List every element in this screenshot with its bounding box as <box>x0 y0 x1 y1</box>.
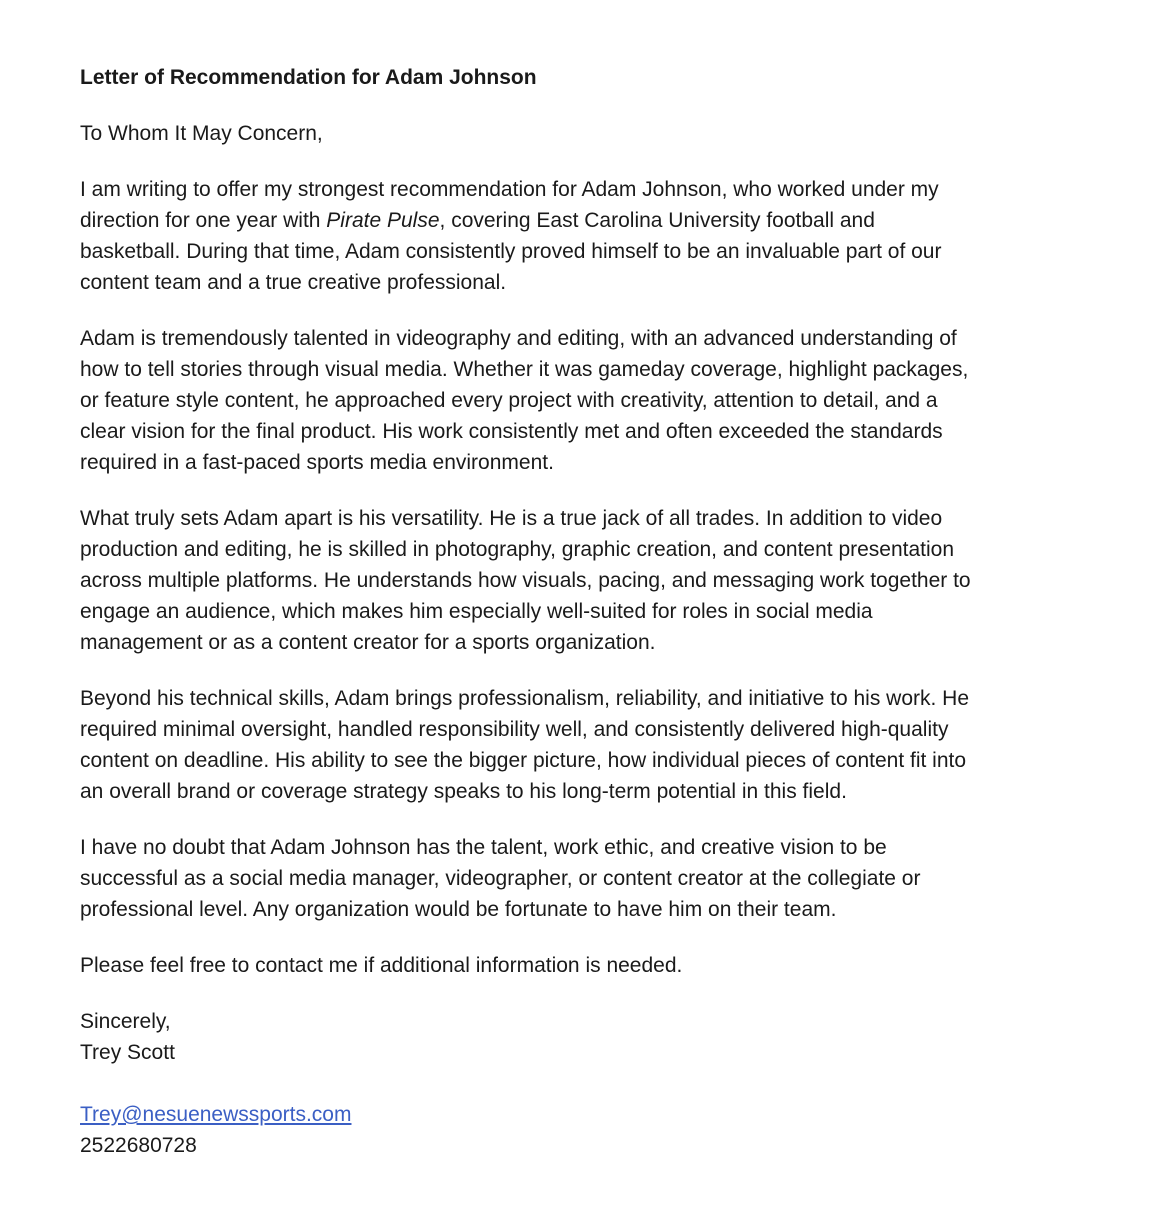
phone-number: 2522680728 <box>80 1134 197 1157</box>
text-line: basketball. During that time, Adam consistently proved himself to be an invaluable part of our <box>80 240 942 263</box>
signature-block <box>80 1006 1090 1068</box>
text-line: management or as a content creator for a sports organization. <box>80 631 656 654</box>
text-line: or feature style content, he approached every project with creativity, attention to detail, and a <box>80 389 938 412</box>
text-line: I have no doubt that Adam Johnson has the talent, work ethic, and creative vision to be <box>80 836 887 859</box>
text-segment: direction for one year with <box>80 209 327 232</box>
text-line: how to tell stories through visual media. Whether it was gameday coverage, highlight packages, <box>80 358 969 381</box>
text-line: required minimal oversight, handled responsibility well, and consistently delivered high-quality <box>80 718 949 741</box>
text-line: an overall brand or coverage strategy speaks to his long-term potential in this field. <box>80 780 847 803</box>
text-line: across multiple platforms. He understands how visuals, pacing, and messaging work together to <box>80 569 971 592</box>
text-line: Beyond his technical skills, Adam brings professionalism, reliability, and initiative to his work. He <box>80 687 970 710</box>
letter-title: Letter of Recommendation for Adam Johnson <box>80 66 537 89</box>
text-segment: , covering East Carolina University football and <box>439 209 875 232</box>
text-line: What truly sets Adam apart is his versatility. He is a true jack of all trades. In addition to video <box>80 507 943 530</box>
contact-block <box>80 1099 1090 1161</box>
text-line <box>80 205 1090 236</box>
paragraph-conclusion <box>80 832 1090 925</box>
text-line: Adam is tremendously talented in videography and editing, with an advanced understanding of <box>80 327 957 350</box>
paragraph-versatility <box>80 503 1090 658</box>
text-line: Please feel free to contact me if additional information is needed. <box>80 954 683 977</box>
paragraph-contact-offer <box>80 950 1090 981</box>
letter-document <box>80 62 1090 1161</box>
paragraph-intro <box>80 174 1090 298</box>
text-line: professional level. Any organization would be fortunate to have him on their team. <box>80 898 837 921</box>
text-line: production and editing, he is skilled in photography, graphic creation, and content presentation <box>80 538 955 561</box>
text-line: content team and a true creative professional. <box>80 271 507 294</box>
text-line: content on deadline. His ability to see the bigger picture, how individual pieces of content fit into <box>80 749 967 772</box>
text-line: I am writing to offer my strongest recommendation for Adam Johnson, who worked under my <box>80 178 939 201</box>
publication-name: Pirate Pulse <box>326 209 440 232</box>
email-link[interactable]: Trey@nesuenewssports.com <box>80 1103 352 1126</box>
signer-name: Trey Scott <box>80 1041 175 1064</box>
text-line: clear vision for the final product. His work consistently met and often exceeded the standards <box>80 420 943 443</box>
text-line: successful as a social media manager, videographer, or content creator at the collegiate or <box>80 867 921 890</box>
paragraph-professionalism <box>80 683 1090 807</box>
closing-text: Sincerely, <box>80 1010 171 1033</box>
text-line: engage an audience, which makes him especially well-suited for roles in social media <box>80 600 873 623</box>
paragraph-talent <box>80 323 1090 478</box>
text-line: required in a fast-paced sports media environment. <box>80 451 554 474</box>
salutation: To Whom It May Concern, <box>80 122 323 145</box>
